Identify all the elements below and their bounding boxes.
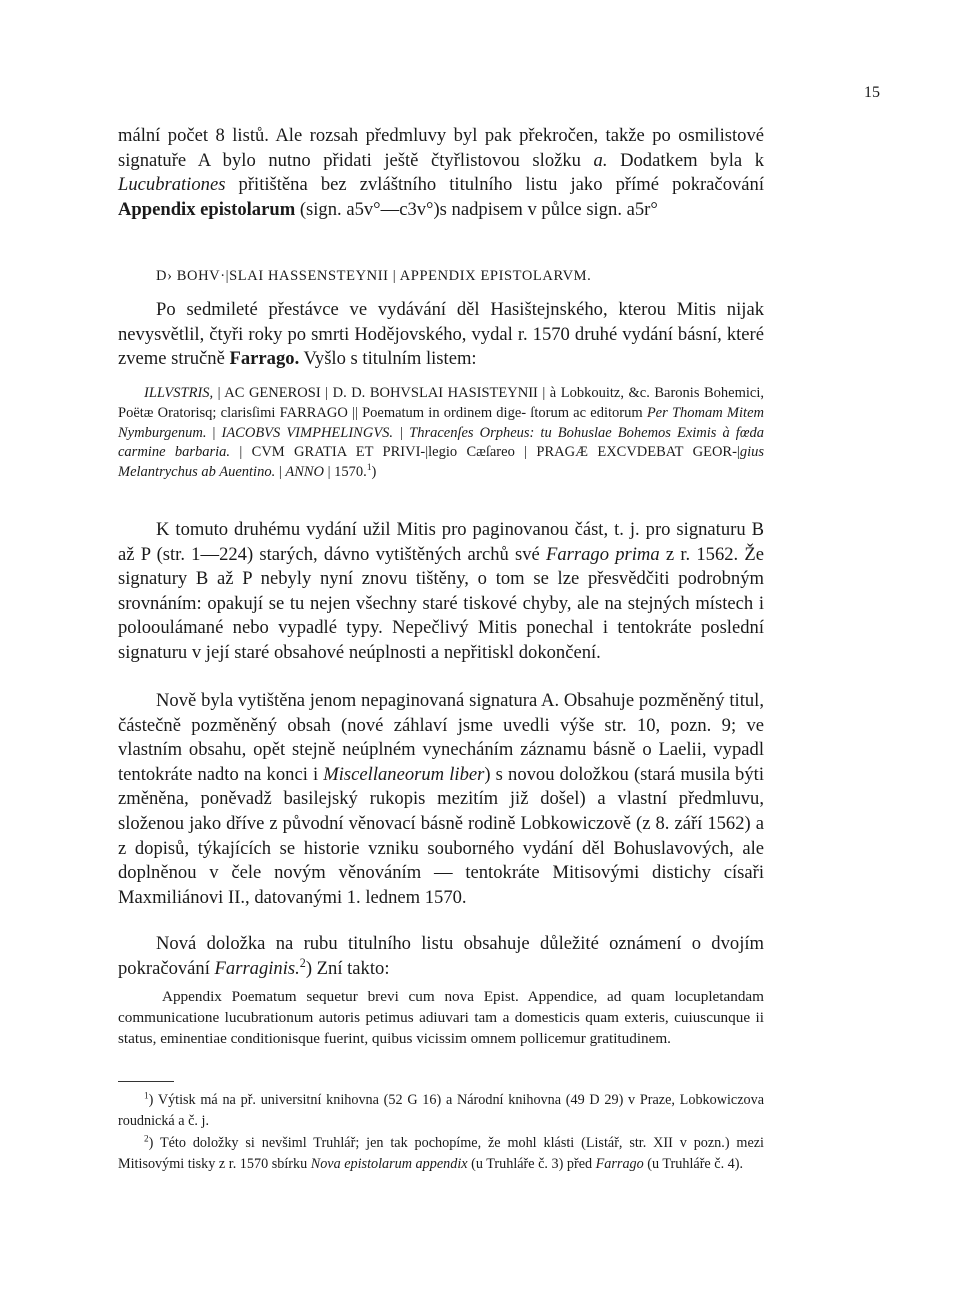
text: ) Této doložky si nevšiml Truhlář; jen tak pochopíme, že mohl klásti (Listář, str. XII v pozn.) mezi Mitisovými tisky z r. 1570 sbírku [118,1135,764,1172]
italic-text: Farrago [595,1155,644,1172]
bold-text: Appendix epistolarum [118,198,296,220]
quote-text: Appendix Poematum sequetur brevi cum nova Epist. Appendice, ad quam locupletandam communicatione lucubrationum autoris petimus adiuvari tam a domesticis quam exteris, cuiuscunque ii status, eminentiae conditionisque fuerint, quibus vicissim omnem pollicemur gratitudinem. [118,988,764,1047]
italic-text: Miscellaneorum liber [323,763,485,785]
italic-text: Farrago prima [546,543,660,565]
page-number: 15 [864,84,880,101]
text: | CVM GRATIA ET PRIVI-|legio Cæſareo | PRAGÆ EXCVDEBAT GEOR-| [230,444,740,461]
text: ) Zní takto: [305,957,390,979]
paragraph-5 [118,932,764,981]
paragraph-4 [118,689,764,910]
footnote-divider [118,1081,174,1082]
text: (u Truhláře č. 4). [643,1155,744,1172]
footnote-mark: 2 [144,1133,149,1144]
text: Nově byla vytištěna jenom nepaginovaná signatura A. Obsahuje pozměněný titul, částečně pozměněný obsah (nové záhlaví jsme uvedli výše str. 10, pozn. 9; ve vlastním obsahu, opět stejně neúplném vynecháním záznamu básně o Laelii, vypadl tentokráte nadto na konci i [118,690,764,785]
text: Po sedmileté přestávce ve vydávání děl Hasištejnského, kterou Mitis nijak nevysvětlil, čtyři roky po smrti Hodějovského, vydal r. 1570 druhé vydání básní, které zveme stručně [118,299,764,370]
italic-text: ANNO [285,464,325,481]
title-page-transcription [118,384,764,483]
text: (u Truhláře č. 3) před [467,1155,596,1172]
text: ) s novou doložkou (stará musila býti změněna, poněvadž basilejský rukopis mezitím již došel) a vlastní předmluvu, složenou jako dříve z původní věnovací básně rodině Lobkowiczově (z 8. září 1562) a z dopisů, týkajících se historie vzniku souborného vydání děl Bohuslavových, ale doplněnou v čele novým věnováním — tentokráte Mitisovými distichy císaři Maxmiliánovi II., datovanými 1. lednem 1570. [118,763,764,908]
footnote-mark: 2 [299,955,306,970]
paragraph-3 [118,518,764,666]
text: | [275,464,286,481]
text: | 1570. [324,464,367,481]
latin-quote [118,986,764,1049]
appendix-heading: D› BOHV·|SLAI HASSENSTEYNII | APPENDIX EPISTOLARVM. [156,268,592,284]
text: přitištěna bez zvláštního titulního listu jako přímé pokračování [225,174,764,196]
text: (sign. a5v°—c3v°)s nadpisem v půlce sign. a5r° [295,198,658,220]
text: K tomuto druhému vydání užil Mitis pro paginovanou část, t. j. pro signaturu B až P (str. 1—224) starých, dávno vytištěných archů své [118,519,764,565]
italic-text: IACOBVS VIMPHELINGVS. | Thracenſes Orpheus: tu Bohuslae Bohemos Eximis à fœda carmine barbaria. [118,424,764,461]
text: | AC GENEROSI | D. D. BOHVSLAI HASISTEYNII | à Lobkouitz, &c. Baronis Bohemici, Poëtæ Oratorisq; clarisſimi FARRAGO || Poematum in ordinem dige- ſtorum ac editorum [118,385,764,421]
text: | [206,424,222,441]
italic-text: Nova epistolarum appendix [310,1155,468,1172]
footnote-2 [118,1133,764,1174]
italic-text: ILLVSTRIS, [144,385,214,401]
footnote-1 [118,1090,764,1131]
italic-text: Lucubrationes [118,174,226,196]
text: Vyšlo s titulním listem: [299,348,477,370]
text: mální počet 8 listů. Ale rozsah předmluvy byl pak překročen, takže po osmilistové signatuře A bylo nutno přidati ještě čtyřlistovou složku [118,125,764,171]
paragraph-1 [118,124,764,222]
italic-text: gius Melantrychus ab Auentino. [118,444,764,481]
text: ) [371,464,377,481]
footnote-mark: 1 [144,1090,149,1101]
footnotes [118,1090,764,1176]
footnote-mark: 1 [366,463,372,474]
text: Nová doložka na rubu titulního listu obsahuje důležité oznámení o dvojím pokračování [118,933,764,979]
italic-text: Farraginis. [214,957,300,979]
bold-text: Farrago. [229,348,300,370]
text: Dodatkem byla k [607,149,764,171]
text: z r. 1562. Že signatury B až P nebyly nyní znovu tištěny, o tom se lze přesvědčiti podrobným srovnáním: opakují se tu nejen všechny staré tiskové chyby, ale na stejných místech i polooulámané nebo vypadlé typy. Nepečlivý Mitis ponechal i tentokráte poslední signaturu v její staré obsahové neúplnosti a nepřitiskl dokončení. [118,543,765,663]
italic-text: Per Thomam Mitem Nymburgenum. [118,404,764,441]
paragraph-2 [118,298,764,372]
text: ) Výtisk má na př. universitní knihovna (52 G 16) a Národní knihovna (49 D 29) v Praze, Lobkowiczova roudnická a č. j. [118,1092,764,1129]
italic-text: a. [593,149,608,171]
